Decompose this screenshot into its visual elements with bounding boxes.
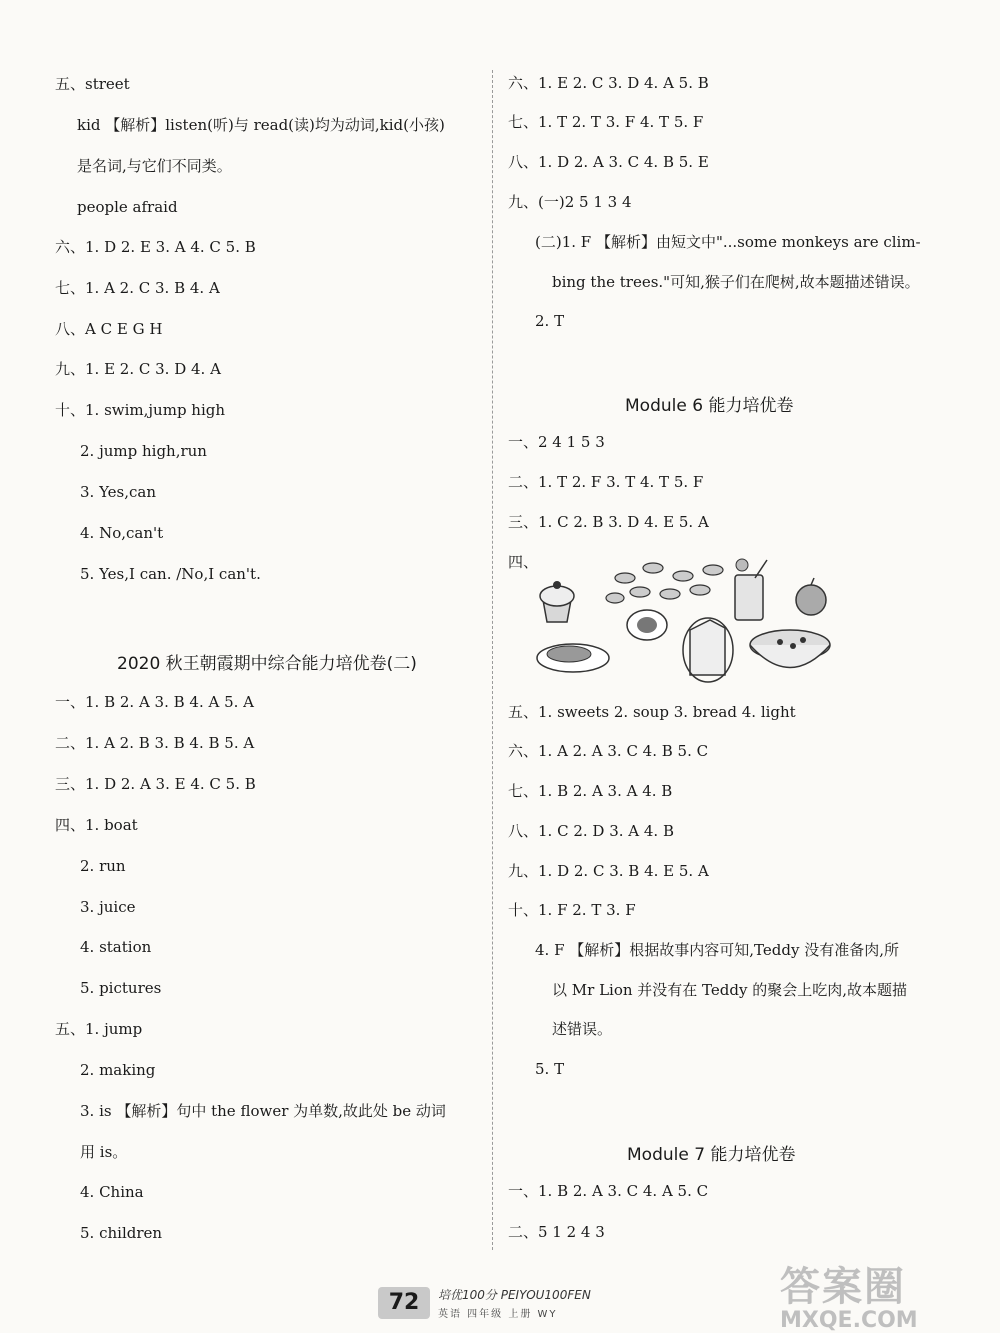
right-line-14: 七、1. B 2. A 3. A 4. B: [508, 782, 673, 800]
right-line-9: 二、1. T 2. F 3. T 4. T 5. F: [508, 473, 704, 491]
right-line-3: 八、1. D 2. A 3. C 4. B 5. E: [508, 153, 709, 171]
bread-icon: [537, 644, 609, 672]
left-line-11: 3. Yes,can: [80, 483, 157, 501]
footer-subtitle: 英语 四年级 上册 WY: [438, 1309, 558, 1320]
watermark: [780, 1255, 918, 1333]
left-line-3: 是名词,与它们不同类。: [77, 157, 232, 175]
footer-brand: 培优100分 PEIYOU100FEN: [438, 1288, 591, 1302]
right-line-22: 一、1. B 2. A 3. C 4. A 5. C: [508, 1182, 709, 1200]
left-line-4: people afraid: [77, 198, 178, 216]
left-line-10: 2. jump high,run: [80, 442, 207, 460]
right-line-4: 九、(一)2 5 1 3 4: [508, 193, 632, 211]
left-line-27: 5. children: [80, 1224, 163, 1242]
left-line-6: 七、1. A 2. C 3. B 4. A: [55, 279, 220, 297]
right-line-23: 二、5 1 2 4 3: [508, 1223, 605, 1241]
right-line-16: 九、1. D 2. C 3. B 4. E 5. A: [508, 862, 709, 880]
right-line-5: (二)1. F 【解析】由短文中"...some monkeys are clim-: [535, 233, 921, 251]
left-line-23: 2. making: [80, 1061, 156, 1079]
right-line-18: 4. F 【解析】根据故事内容可知,Teddy 没有准备肉,所: [535, 941, 899, 959]
right-line-13: 六、1. A 2. A 3. C 4. B 5. C: [508, 742, 709, 760]
right-line-7: 2. T: [535, 312, 565, 330]
right-line-20: 述错误。: [552, 1020, 613, 1038]
right-line-21: 5. T: [535, 1060, 565, 1078]
right-line-12: 五、1. sweets 2. soup 3. bread 4. light: [508, 703, 796, 721]
module6-title: Module 6 能力培优卷: [625, 396, 794, 416]
milk-carton-icon: [683, 618, 733, 682]
left-line-8: 九、1. E 2. C 3. D 4. A: [55, 360, 221, 378]
drink-icon: [735, 559, 767, 620]
right-line-15: 八、1. C 2. D 3. A 4. B: [508, 822, 674, 840]
left-line-7: 八、A C E G H: [55, 320, 163, 338]
left-section-title: 2020 秋王朝霞期中综合能力培优卷(二): [117, 654, 417, 674]
left-line-14: 一、1. B 2. A 3. B 4. A 5. A: [55, 693, 255, 711]
left-line-1: 五、street: [55, 75, 130, 93]
left-line-17: 四、1. boat: [55, 816, 138, 834]
left-line-15: 二、1. A 2. B 3. B 4. B 5. A: [55, 734, 255, 752]
watermark-url: MXQE.COM: [780, 1308, 918, 1333]
left-line-12: 4. No,can't: [80, 524, 164, 542]
egg-icon: [627, 610, 667, 640]
left-line-18: 2. run: [80, 857, 126, 875]
left-line-2: kid 【解析】listen(听)与 read(读)均为动词,kid(小孩): [77, 116, 445, 134]
column-divider: [492, 70, 493, 1250]
right-line-8: 一、2 4 1 5 3: [508, 433, 605, 451]
right-line-11: 四、: [508, 553, 539, 571]
cupcake-icon: [540, 581, 574, 622]
left-line-26: 4. China: [80, 1183, 144, 1201]
left-line-24: 3. is 【解析】句中 the flower 为单数,故此处 be 动词: [80, 1102, 446, 1120]
food-pictures: [525, 550, 845, 685]
left-line-20: 4. station: [80, 938, 152, 956]
right-line-2: 七、1. T 2. T 3. F 4. T 5. F: [508, 113, 704, 131]
page-number: 72: [378, 1287, 430, 1319]
right-line-1: 六、1. E 2. C 3. D 4. A 5. B: [508, 74, 709, 92]
left-line-21: 5. pictures: [80, 979, 162, 997]
left-line-25: 用 is。: [80, 1143, 128, 1161]
left-line-5: 六、1. D 2. E 3. A 4. C 5. B: [55, 238, 256, 256]
watermark-logo: 答案圈: [780, 1264, 906, 1310]
sweets-icon: [606, 563, 723, 603]
left-line-22: 五、1. jump: [55, 1020, 143, 1038]
left-line-19: 3. juice: [80, 898, 136, 916]
soup-bowl-icon: [750, 630, 830, 668]
right-line-17: 十、1. F 2. T 3. F: [508, 901, 636, 919]
left-line-9: 十、1. swim,jump high: [55, 401, 226, 419]
left-line-13: 5. Yes,I can. /No,I can't.: [80, 565, 261, 583]
module7-title: Module 7 能力培优卷: [627, 1145, 796, 1165]
right-line-6: bing the trees."可知,猴子们在爬树,故本题描述错误。: [552, 273, 920, 291]
apple-icon: [796, 578, 826, 615]
right-line-10: 三、1. C 2. B 3. D 4. E 5. A: [508, 513, 709, 531]
right-line-19: 以 Mr Lion 并没有在 Teddy 的聚会上吃肉,故本题描: [552, 981, 907, 999]
left-line-16: 三、1. D 2. A 3. E 4. C 5. B: [55, 775, 256, 793]
